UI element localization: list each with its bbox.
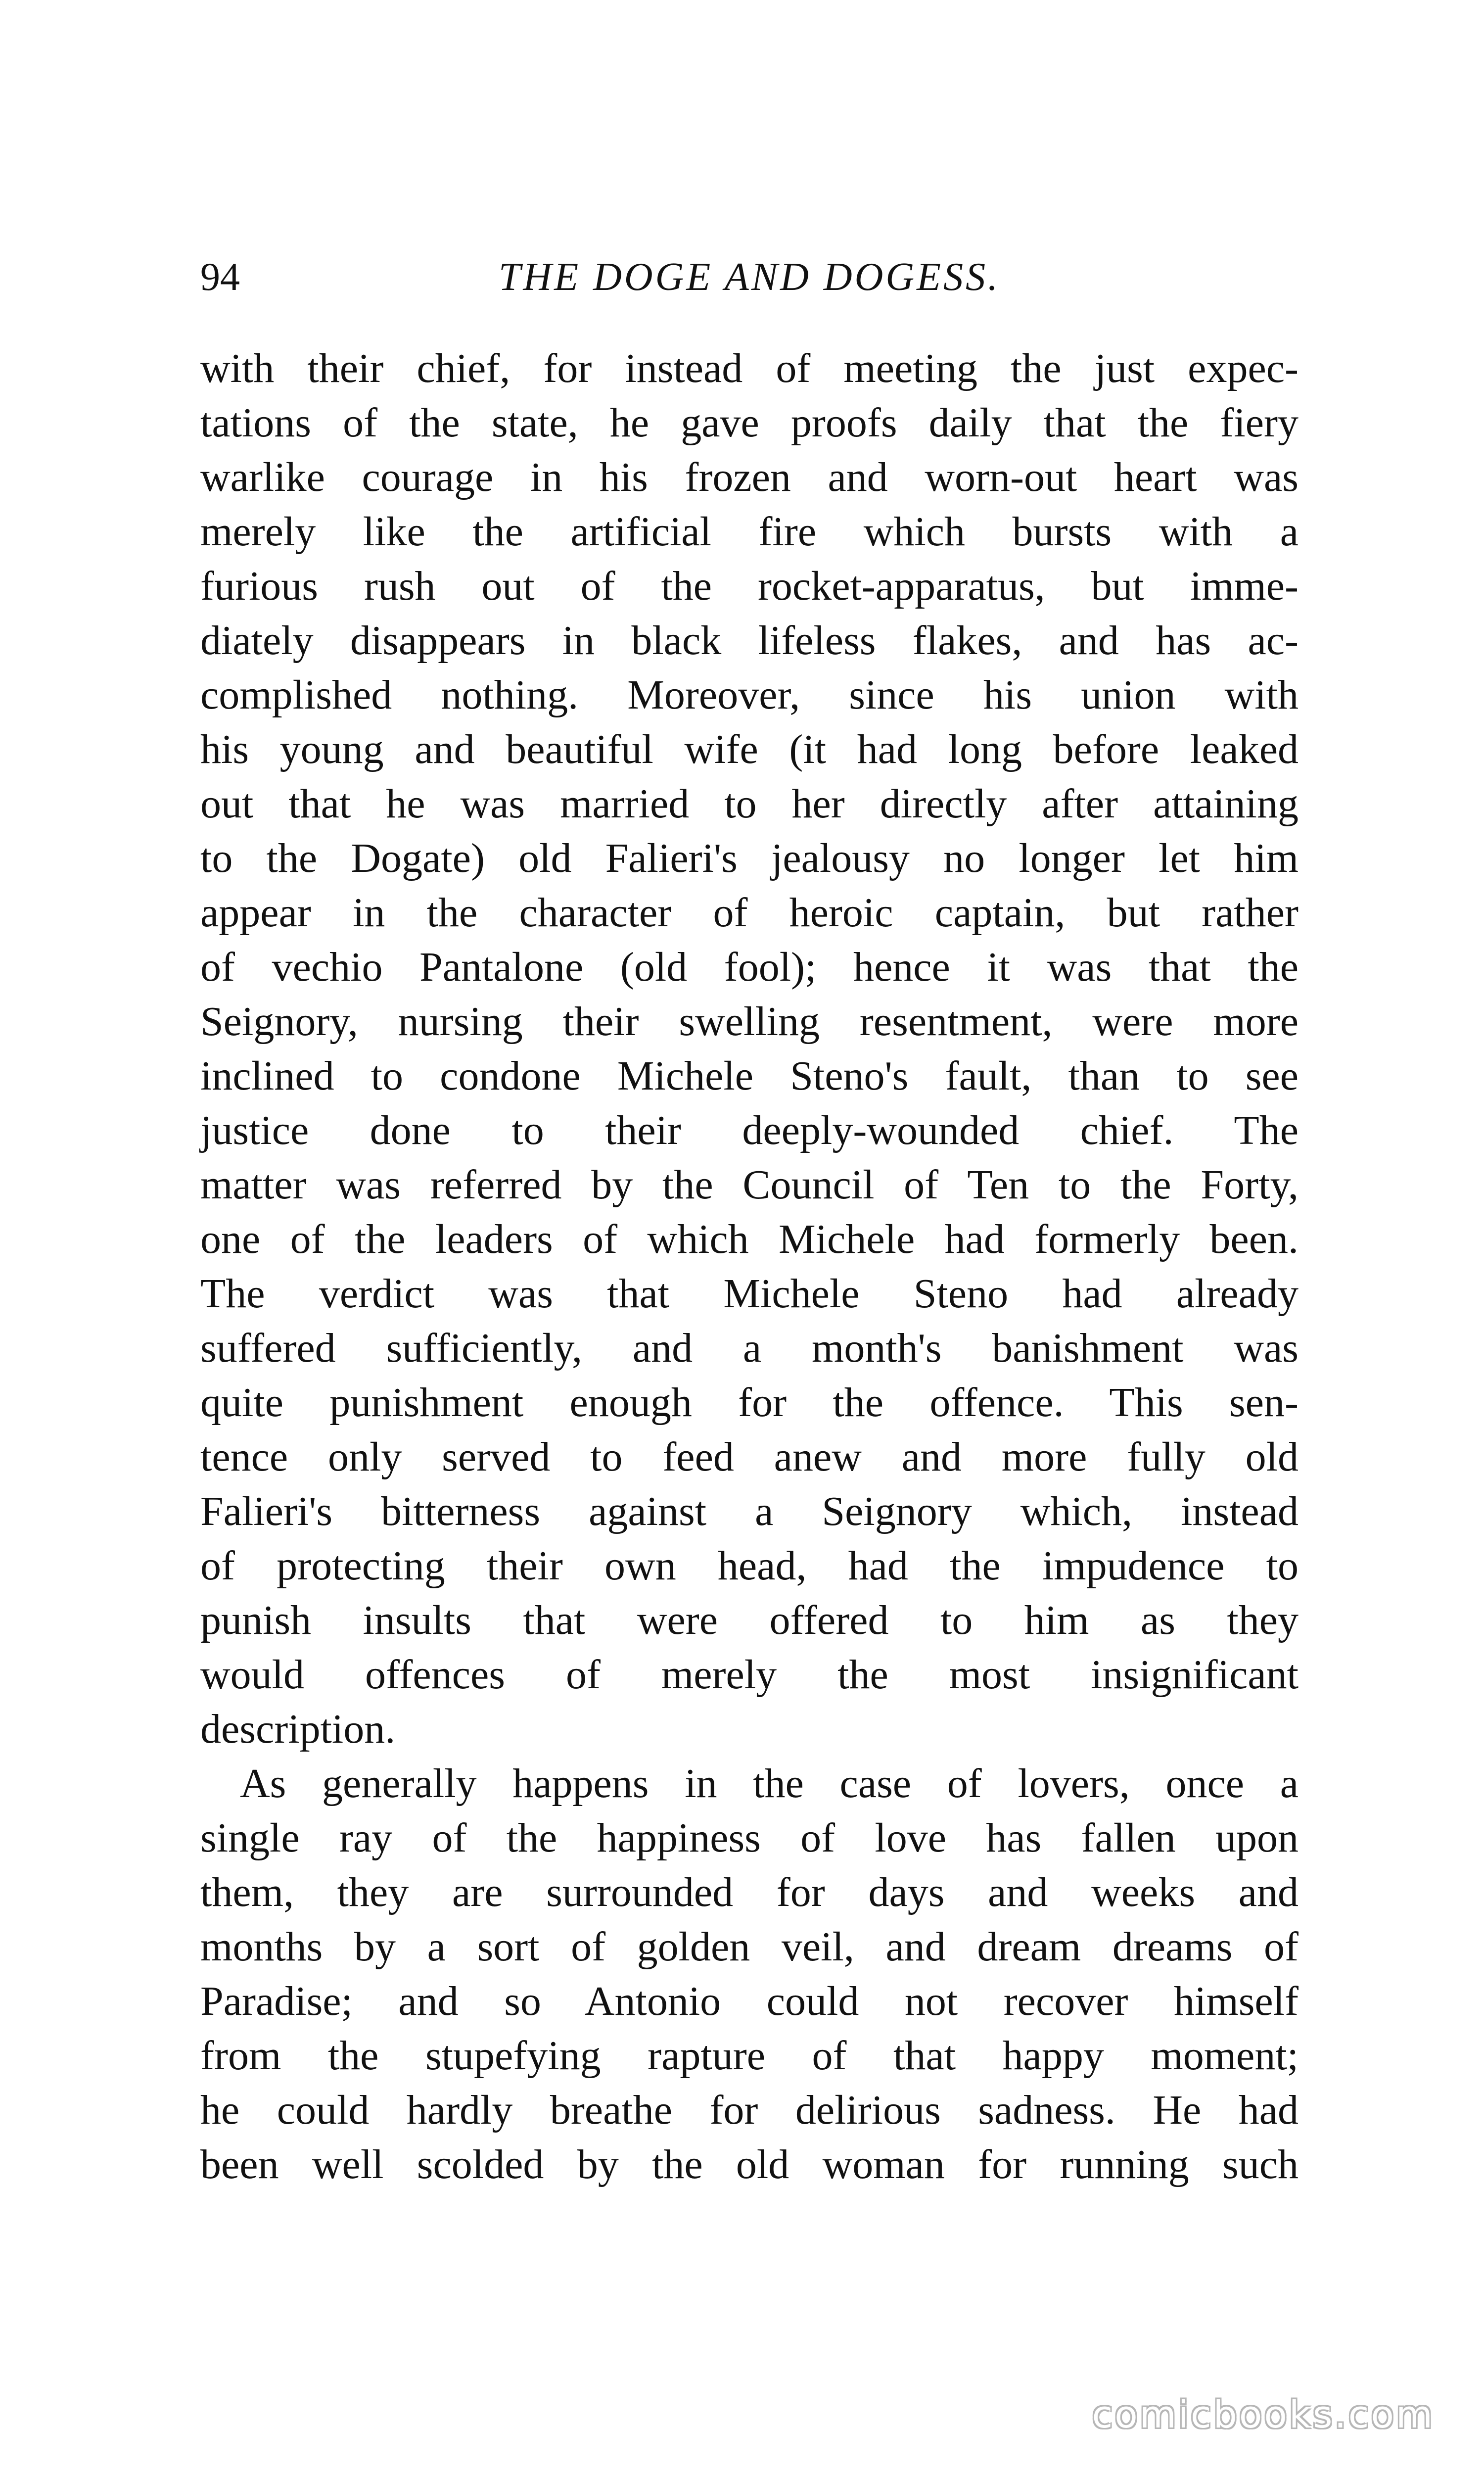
- text-line: Falieri's bitterness against a Seignory which, instead: [200, 1488, 1298, 1534]
- text-line: them, they are surrounded for days and weeks and: [200, 1869, 1298, 1915]
- text-line: to the Dogate) old Falieri's jealousy no longer let him: [200, 835, 1298, 881]
- running-title: THE DOGE AND DOGESS.: [498, 255, 1001, 299]
- body-text: [200, 341, 1298, 2192]
- text-line: matter was referred by the Council of Ten to the Forty,: [200, 1162, 1298, 1208]
- text-line: of protecting their own head, had the impudence to: [200, 1543, 1298, 1589]
- text-line: tence only served to feed anew and more fully old: [200, 1434, 1298, 1480]
- text-line: one of the leaders of which Michele had formerly been.: [200, 1216, 1298, 1262]
- text-line: As generally happens in the case of lovers, once a: [240, 1760, 1298, 1807]
- text-line: punish insults that were offered to him as they: [200, 1597, 1298, 1643]
- text-line: warlike courage in his frozen and worn-out heart was: [200, 454, 1298, 500]
- paragraph: [200, 341, 1298, 1757]
- paragraph: [200, 1757, 1298, 2192]
- page-header: [200, 247, 1298, 307]
- text-line: tations of the state, he gave proofs daily that the fiery: [200, 400, 1298, 446]
- page-number: 94: [200, 255, 240, 299]
- text-line: from the stupefying rapture of that happy moment;: [200, 2033, 1298, 2079]
- text-line: Seignory, nursing their swelling resentment, were more: [200, 999, 1298, 1045]
- text-line: months by a sort of golden veil, and dream dreams of: [200, 1924, 1298, 1970]
- text-line: single ray of the happiness of love has fallen upon: [200, 1815, 1298, 1861]
- text-line: Paradise; and so Antonio could not recover himself: [200, 1978, 1298, 2024]
- text-line: furious rush out of the rocket-apparatus, but imme-: [200, 563, 1298, 609]
- text-line: appear in the character of heroic captain, but rather: [200, 890, 1298, 936]
- text-line: justice done to their deeply-wounded chief. The: [200, 1107, 1298, 1153]
- text-line: complished nothing. Moreover, since his union with: [200, 672, 1298, 718]
- text-line: quite punishment enough for the offence. This sen-: [200, 1380, 1298, 1426]
- text-line: The verdict was that Michele Steno had already: [200, 1271, 1298, 1317]
- text-line: out that he was married to her directly after attaining: [200, 781, 1298, 827]
- text-line: with their chief, for instead of meeting the just expec-: [200, 345, 1298, 391]
- text-line: of vechio Pantalone (old fool); hence it was that the: [200, 944, 1298, 990]
- text-line: he could hardly breathe for delirious sadness. He had: [200, 2087, 1298, 2133]
- text-line: inclined to condone Michele Steno's fault, than to see: [200, 1053, 1298, 1099]
- text-line: merely like the artificial fire which bursts with a: [200, 509, 1298, 555]
- text-line: diately disappears in black lifeless flakes, and has ac-: [200, 618, 1298, 664]
- text-line: his young and beautiful wife (it had long before leaked: [200, 726, 1298, 772]
- text-line: would offences of merely the most insignificant: [200, 1652, 1298, 1698]
- text-line: been well scolded by the old woman for running such: [200, 2141, 1298, 2188]
- text-line: description.: [200, 1706, 396, 1752]
- text-line: suffered sufficiently, and a month's banishment was: [200, 1325, 1298, 1371]
- watermark: comicbooks.com: [1092, 2392, 1435, 2436]
